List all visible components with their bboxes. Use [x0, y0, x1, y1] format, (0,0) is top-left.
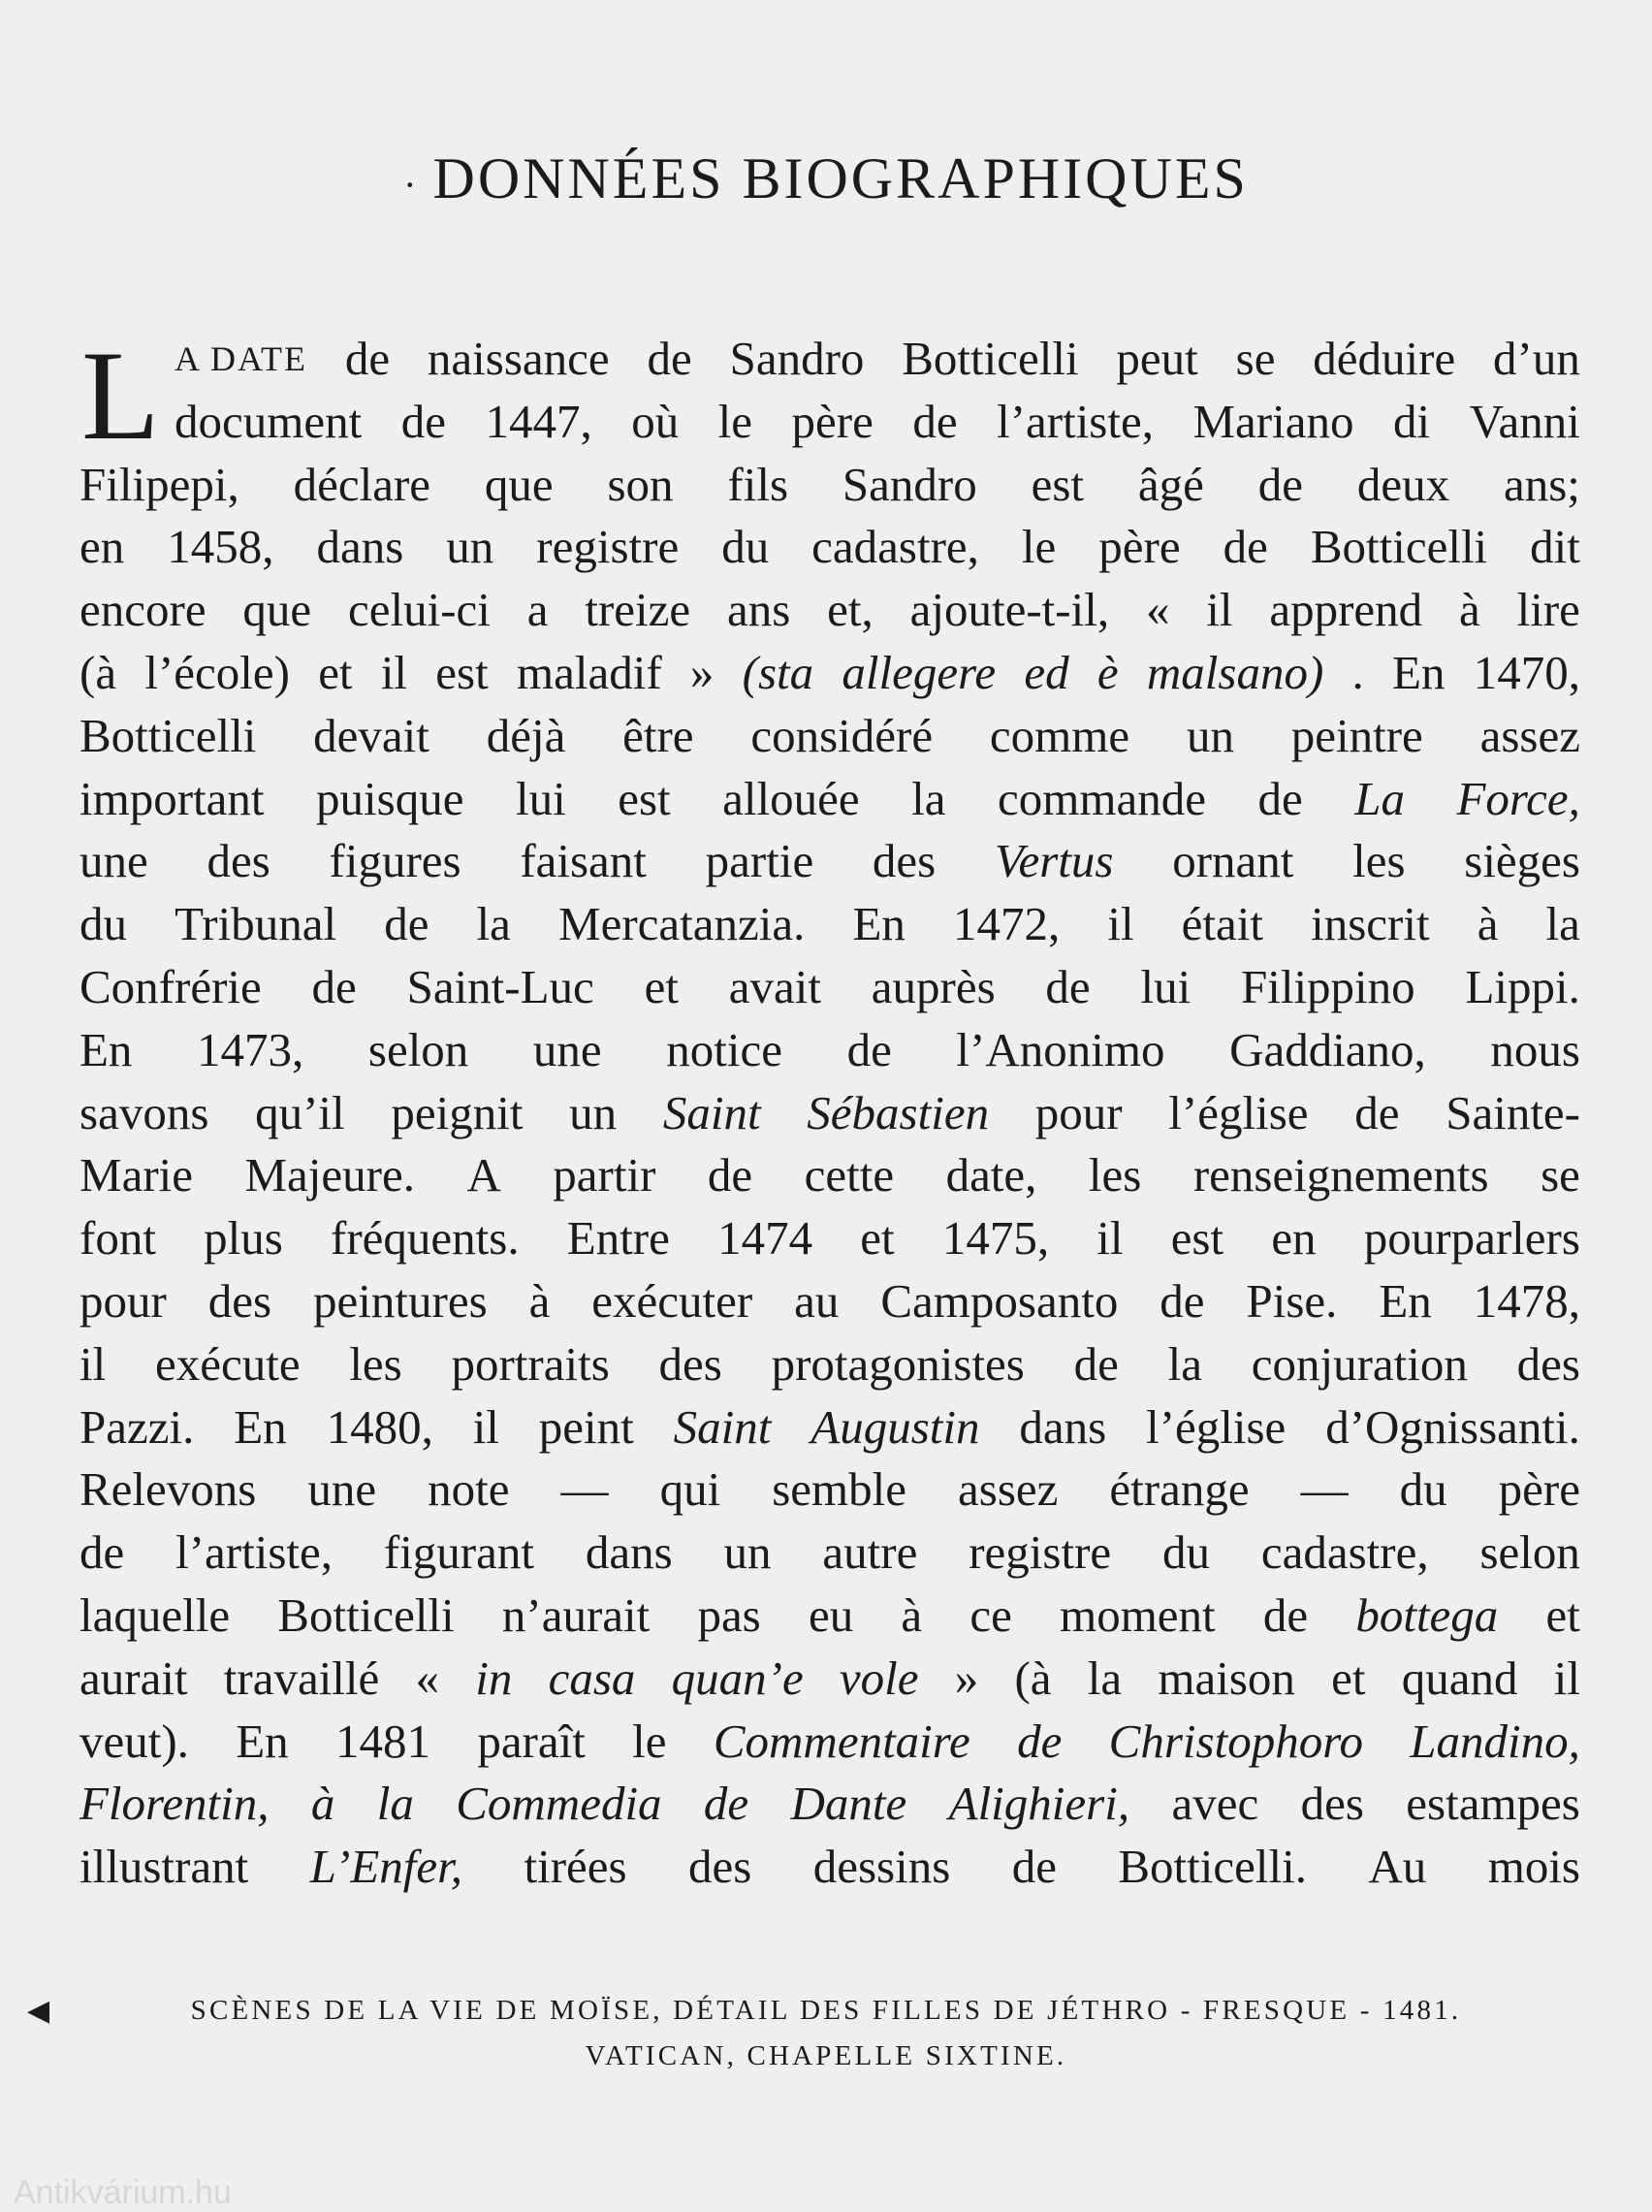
- text-line: Florentin, à la Commedia de Dante Alighieri, avec des estampes: [79, 1777, 1580, 1831]
- caption-line-1: SCÈNES DE LA VIE DE MOÏSE, DÉTAIL DES FILLES DE JÉTHRO - FRESQUE - 1481.: [190, 1995, 1462, 2026]
- text-line: document de 1447, où le père de l’artiste, Mariano di Vanni: [175, 394, 1580, 448]
- watermark: Antikvárium.hu: [14, 2174, 232, 2211]
- text-line: Marie Majeure. A partir de cette date, les renseignements se: [79, 1148, 1580, 1202]
- text-line: Botticelli devait déjà être considéré comme un peintre assez: [79, 708, 1580, 762]
- text-line: En 1473, selon une notice de l’Anonimo Gaddiano, nous: [79, 1022, 1580, 1076]
- left-arrow-icon: ◀: [27, 1995, 53, 2027]
- text-line: Filipepi, déclare que son fils Sandro est âgé de deux ans;: [79, 457, 1580, 511]
- drop-cap: L: [81, 324, 160, 466]
- heading-bullet: ·: [403, 162, 420, 207]
- text-line: font plus fréquents. Entre 1474 et 1475, il est en pourparlers: [79, 1211, 1580, 1266]
- text-line: encore que celui-ci a treize ans et, ajoute-t-il, « il apprend à lire: [79, 583, 1580, 637]
- text-line: aurait travaillé « in casa quan’e vole » (à la maison et quand il: [79, 1651, 1580, 1705]
- text-line: Confrérie de Saint-Luc et avait auprès de lui Filippino Lippi.: [79, 959, 1580, 1013]
- text-line: veut). En 1481 paraît le Commentaire de Christophoro Landino,: [79, 1714, 1580, 1768]
- text-line: laquelle Botticelli n’aurait pas eu à ce moment de bottega et: [79, 1587, 1580, 1642]
- text-line: de l’artiste, figurant dans un autre registre du cadastre, selon: [79, 1525, 1580, 1580]
- text-line: il exécute les portraits des protagonistes de la conjuration des: [79, 1336, 1580, 1391]
- text-line: savons qu’il peignit un Saint Sébastien pour l’église de Sainte-: [79, 1085, 1580, 1139]
- text-line: (à l’école) et il est maladif » (sta allegere ed è malsano) . En 1470,: [79, 645, 1580, 699]
- text-line: important puisque lui est allouée la commande de La Force,: [79, 771, 1580, 825]
- text-line: A DATE de naissance de Sandro Botticelli peut se déduire d’un: [175, 332, 1580, 385]
- text-line: Relevons une note — qui semble assez étrange — du père: [79, 1462, 1580, 1517]
- page-heading: [0, 145, 1652, 212]
- text-line: en 1458, dans un registre du cadastre, le père de Botticelli dit: [79, 520, 1580, 574]
- heading-title: DONNÉES BIOGRAPHIQUES: [432, 146, 1249, 210]
- text-line: Pazzi. En 1480, il peint Saint Augustin dans l’église d’Ognissanti.: [79, 1399, 1580, 1454]
- caption-line-2: VATICAN, CHAPELLE SIXTINE.: [585, 2040, 1067, 2071]
- text-line: une des figures faisant partie des Vertus ornant les sièges: [79, 834, 1580, 888]
- biography-paragraph: [79, 324, 1580, 1899]
- figure-caption: [0, 1988, 1652, 2079]
- text-line: pour des peintures à exécuter au Camposanto de Pise. En 1478,: [79, 1273, 1580, 1328]
- text-line: illustrant L’Enfer, tirées des dessins de Botticelli. Au mois: [79, 1840, 1580, 1894]
- text-line: du Tribunal de la Mercatanzia. En 1472, il était inscrit à la: [79, 897, 1580, 951]
